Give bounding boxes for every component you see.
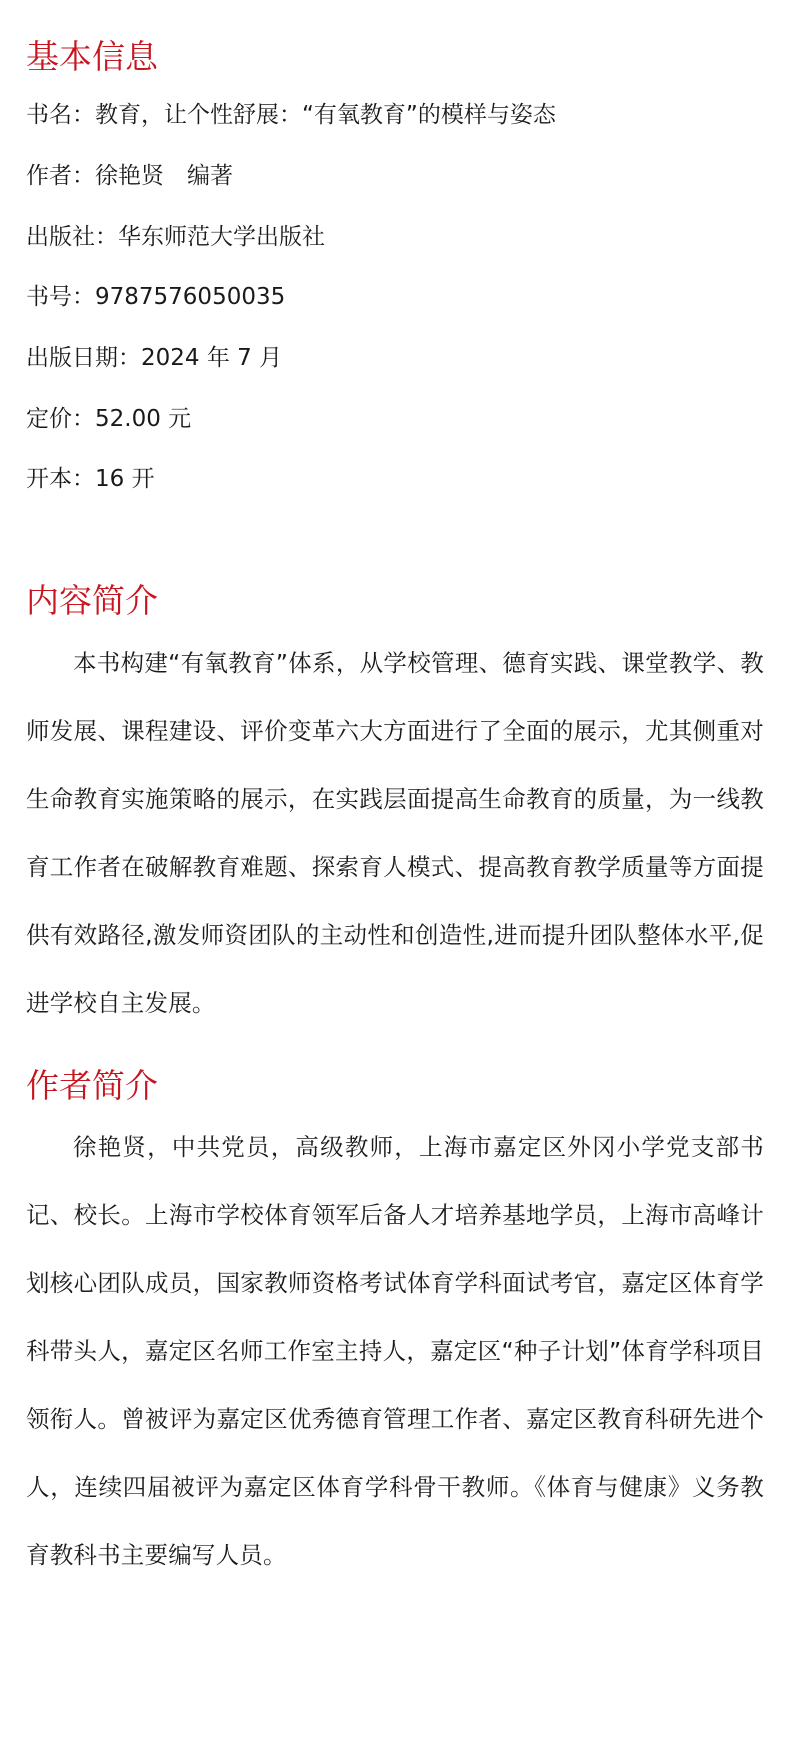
info-price: 定价：52.00 元 (26, 406, 192, 432)
author-bio-heading: 作者简介 (26, 1066, 158, 1105)
author-bio-paragraph: 徐艳贤，中共党员，高级教师，上海市嘉定区外冈小学党支部书记、校长。上海市学校体育领军后备人才培养基地学员，上海市高峰计划核心团队成员，国家教师资格考试体育学科面试考官，嘉定区体育学科带头人，嘉定区名师工作室主持人，嘉定区“种子计划”体育学科项目领衔人。曾被评为嘉定区优秀德育管理工作者、嘉定区教育科研先进个人，连续四届被评为嘉定区体育学科骨干教师。《体育与健康》义务教育教科书主要编写人员。 (26, 1133, 764, 1569)
info-author: 作者：徐艳贤 编著 (26, 163, 233, 189)
basic-info-heading: 基本信息 (26, 37, 158, 76)
info-publisher: 出版社：华东师范大学出版社 (26, 224, 325, 250)
info-book-title: 书名：教育，让个性舒展：“有氧教育”的模样与姿态 (26, 102, 556, 128)
info-format: 开本：16 开 (26, 466, 155, 492)
info-isbn: 书号：9787576050035 (26, 284, 286, 310)
info-publish-date: 出版日期：2024 年 7 月 (26, 345, 283, 371)
summary-heading: 内容简介 (26, 581, 158, 620)
summary-paragraph: 本书构建“有氧教育”体系，从学校管理、德育实践、课堂教学、教师发展、课程建设、评价变革六大方面进行了全面的展示，尤其侧重对生命教育实施策略的展示，在实践层面提高生命教育的质量，为一线教育工作者在破解教育难题、探索育人模式、提高教育教学质量等方面提供有效路径,激发师资团队的主动性和创造性,进而提升团队整体水平,促进学校自主发展。 (26, 649, 764, 1017)
